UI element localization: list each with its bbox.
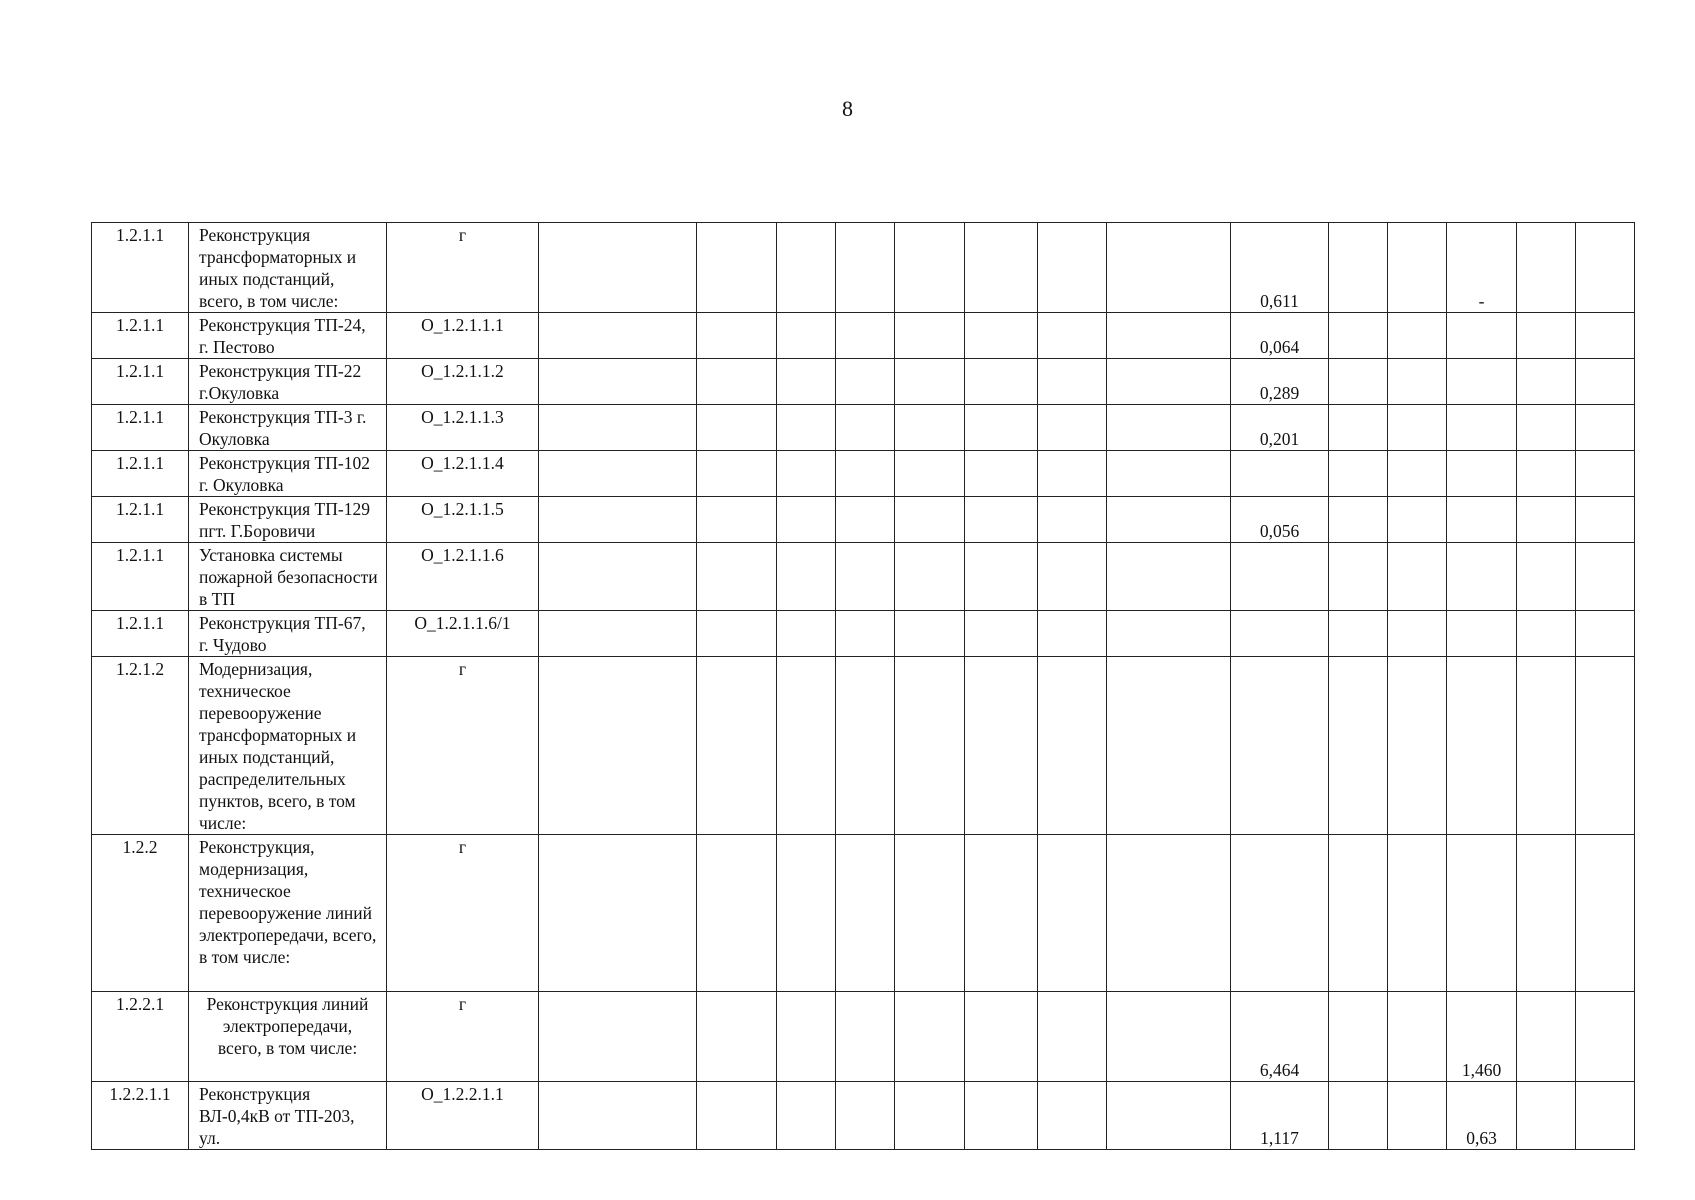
table-row <box>92 611 1635 657</box>
empty-cell <box>965 992 1038 1082</box>
value-cell-1 <box>1231 543 1329 611</box>
value-cell-2 <box>1447 359 1517 405</box>
empty-cell <box>539 405 697 451</box>
empty-cell <box>1517 992 1576 1082</box>
row-code-cell: O_1.2.1.1.1 <box>387 313 539 359</box>
empty-cell <box>777 992 836 1082</box>
empty-cell <box>965 1082 1038 1150</box>
empty-cell <box>1576 1082 1635 1150</box>
row-code-cell: O_1.2.1.1.2 <box>387 359 539 405</box>
table-row <box>92 835 1635 992</box>
empty-cell <box>777 359 836 405</box>
row-code-cell: O_1.2.1.1.4 <box>387 451 539 497</box>
empty-cell <box>777 497 836 543</box>
value-cell-2 <box>1447 497 1517 543</box>
empty-cell <box>895 657 965 835</box>
empty-cell <box>539 359 697 405</box>
empty-cell <box>1107 1082 1231 1150</box>
value-cell-2: 1,460 <box>1447 992 1517 1082</box>
row-number-cell: 1.2.1.1 <box>92 405 189 451</box>
empty-cell <box>1576 543 1635 611</box>
empty-cell <box>895 1082 965 1150</box>
empty-cell <box>836 657 895 835</box>
empty-cell <box>895 835 965 992</box>
empty-cell <box>1107 657 1231 835</box>
empty-cell <box>1517 543 1576 611</box>
empty-cell <box>1329 359 1388 405</box>
empty-cell <box>1576 223 1635 313</box>
empty-cell <box>965 835 1038 992</box>
row-number-cell: 1.2.1.1 <box>92 313 189 359</box>
empty-cell <box>1107 992 1231 1082</box>
empty-cell <box>836 359 895 405</box>
empty-cell <box>1576 451 1635 497</box>
page-number: 8 <box>842 96 853 121</box>
empty-cell <box>1107 405 1231 451</box>
row-name-cell: Реконструкция ТП-102 г. Окуловка <box>189 451 387 497</box>
empty-cell <box>965 497 1038 543</box>
empty-cell <box>539 451 697 497</box>
empty-cell <box>836 451 895 497</box>
empty-cell <box>1107 313 1231 359</box>
empty-cell <box>895 451 965 497</box>
empty-cell <box>1388 497 1447 543</box>
empty-cell <box>965 451 1038 497</box>
empty-cell <box>836 313 895 359</box>
table-row <box>92 543 1635 611</box>
empty-cell <box>1576 405 1635 451</box>
row-number-cell: 1.2.2.1 <box>92 992 189 1082</box>
empty-cell <box>697 223 777 313</box>
value-cell-2 <box>1447 835 1517 992</box>
empty-cell <box>539 543 697 611</box>
table-row <box>92 992 1635 1082</box>
row-code-cell: г <box>387 992 539 1082</box>
empty-cell <box>1388 359 1447 405</box>
empty-cell <box>836 835 895 992</box>
empty-cell <box>895 405 965 451</box>
row-name-cell: Реконструкция ТП-24, г. Пестово <box>189 313 387 359</box>
empty-cell <box>1329 1082 1388 1150</box>
table-row <box>92 405 1635 451</box>
row-name-cell: Реконструкция ТП-129 пгт. Г.Боровичи <box>189 497 387 543</box>
empty-cell <box>895 611 965 657</box>
empty-cell <box>1038 1082 1107 1150</box>
row-name-cell: Реконструкция ТП-67, г. Чудово <box>189 611 387 657</box>
row-number-cell: 1.2.2 <box>92 835 189 992</box>
empty-cell <box>836 543 895 611</box>
empty-cell <box>697 835 777 992</box>
empty-cell <box>1038 611 1107 657</box>
empty-cell <box>1388 451 1447 497</box>
value-cell-2 <box>1447 543 1517 611</box>
row-number-cell: 1.2.1.1 <box>92 223 189 313</box>
empty-cell <box>836 223 895 313</box>
empty-cell <box>539 835 697 992</box>
table-row <box>92 497 1635 543</box>
value-cell-2 <box>1447 451 1517 497</box>
empty-cell <box>895 497 965 543</box>
value-cell-1: 0,201 <box>1231 405 1329 451</box>
empty-cell <box>539 611 697 657</box>
empty-cell <box>539 657 697 835</box>
empty-cell <box>777 1082 836 1150</box>
empty-cell <box>895 359 965 405</box>
value-cell-1: 0,056 <box>1231 497 1329 543</box>
table-row <box>92 359 1635 405</box>
row-code-cell: г <box>387 223 539 313</box>
empty-cell <box>1038 451 1107 497</box>
empty-cell <box>1388 1082 1447 1150</box>
empty-cell <box>1517 497 1576 543</box>
empty-cell <box>1107 835 1231 992</box>
empty-cell <box>1329 611 1388 657</box>
empty-cell <box>777 611 836 657</box>
empty-cell <box>1329 657 1388 835</box>
row-number-cell: 1.2.1.1 <box>92 543 189 611</box>
empty-cell <box>697 313 777 359</box>
row-number-cell: 1.2.1.1 <box>92 451 189 497</box>
empty-cell <box>1517 835 1576 992</box>
value-cell-2 <box>1447 657 1517 835</box>
empty-cell <box>539 313 697 359</box>
empty-cell <box>965 657 1038 835</box>
empty-cell <box>1576 835 1635 992</box>
empty-cell <box>1038 657 1107 835</box>
value-cell-1: 6,464 <box>1231 992 1329 1082</box>
empty-cell <box>1388 835 1447 992</box>
empty-cell <box>895 313 965 359</box>
empty-cell <box>965 611 1038 657</box>
value-cell-1: 1,117 <box>1231 1082 1329 1150</box>
empty-cell <box>1517 657 1576 835</box>
empty-cell <box>1038 835 1107 992</box>
empty-cell <box>539 992 697 1082</box>
table-row <box>92 223 1635 313</box>
empty-cell <box>1517 223 1576 313</box>
row-code-cell: O_1.2.2.1.1 <box>387 1082 539 1150</box>
empty-cell <box>1038 313 1107 359</box>
row-code-cell: г <box>387 835 539 992</box>
empty-cell <box>697 657 777 835</box>
value-cell-1 <box>1231 835 1329 992</box>
value-cell-2: 0,63 <box>1447 1082 1517 1150</box>
empty-cell <box>1329 223 1388 313</box>
value-cell-2 <box>1447 405 1517 451</box>
empty-cell <box>1576 313 1635 359</box>
empty-cell <box>1038 497 1107 543</box>
value-cell-1 <box>1231 657 1329 835</box>
empty-cell <box>965 405 1038 451</box>
empty-cell <box>777 405 836 451</box>
row-name-cell: Модернизация, техническое перевооружение трансформаторных и иных подстанций, распределительных пунктов, всего, в том числе: <box>189 657 387 835</box>
value-cell-1 <box>1231 611 1329 657</box>
empty-cell <box>965 359 1038 405</box>
empty-cell <box>1576 359 1635 405</box>
empty-cell <box>965 313 1038 359</box>
value-cell-1: 0,064 <box>1231 313 1329 359</box>
empty-cell <box>1038 543 1107 611</box>
empty-cell <box>965 223 1038 313</box>
empty-cell <box>965 543 1038 611</box>
row-name-cell: Установка системы пожарной безопасности в ТП <box>189 543 387 611</box>
empty-cell <box>895 543 965 611</box>
empty-cell <box>777 313 836 359</box>
empty-cell <box>1107 543 1231 611</box>
empty-cell <box>539 223 697 313</box>
empty-cell <box>1576 992 1635 1082</box>
empty-cell <box>1107 451 1231 497</box>
empty-cell <box>1329 992 1388 1082</box>
row-code-cell: O_1.2.1.1.3 <box>387 405 539 451</box>
empty-cell <box>1038 992 1107 1082</box>
row-name-cell: Реконструкция трансформаторных и иных подстанций, всего, в том числе: <box>189 223 387 313</box>
row-code-cell: O_1.2.1.1.5 <box>387 497 539 543</box>
empty-cell <box>539 1082 697 1150</box>
empty-cell <box>1038 223 1107 313</box>
empty-cell <box>1517 611 1576 657</box>
empty-cell <box>1329 497 1388 543</box>
empty-cell <box>1329 451 1388 497</box>
table-row <box>92 313 1635 359</box>
value-cell-1 <box>1231 451 1329 497</box>
table-row <box>92 657 1635 835</box>
empty-cell <box>697 451 777 497</box>
empty-cell <box>836 992 895 1082</box>
value-cell-2 <box>1447 611 1517 657</box>
row-number-cell: 1.2.1.2 <box>92 657 189 835</box>
row-number-cell: 1.2.1.1 <box>92 611 189 657</box>
row-number-cell: 1.2.1.1 <box>92 497 189 543</box>
row-name-cell: Реконструкция ВЛ-0,4кВ от ТП-203, ул. <box>189 1082 387 1150</box>
row-number-cell: 1.2.2.1.1 <box>92 1082 189 1150</box>
empty-cell <box>697 992 777 1082</box>
empty-cell <box>1388 543 1447 611</box>
value-cell-1: 0,611 <box>1231 223 1329 313</box>
empty-cell <box>1388 657 1447 835</box>
empty-cell <box>1388 405 1447 451</box>
row-name-cell: Реконструкция ТП-22 г.Окуловка <box>189 359 387 405</box>
table-row <box>92 1082 1635 1150</box>
empty-cell <box>1517 405 1576 451</box>
empty-cell <box>1576 497 1635 543</box>
investment-table <box>91 222 1635 1150</box>
empty-cell <box>697 611 777 657</box>
empty-cell <box>1329 835 1388 992</box>
row-name-cell: Реконструкция ТП-3 г. Окуловка <box>189 405 387 451</box>
row-number-cell: 1.2.1.1 <box>92 359 189 405</box>
empty-cell <box>1038 359 1107 405</box>
empty-cell <box>697 543 777 611</box>
empty-cell <box>777 451 836 497</box>
empty-cell <box>697 497 777 543</box>
empty-cell <box>836 1082 895 1150</box>
empty-cell <box>539 497 697 543</box>
empty-cell <box>1388 611 1447 657</box>
empty-cell <box>1388 992 1447 1082</box>
empty-cell <box>1517 313 1576 359</box>
empty-cell <box>1388 313 1447 359</box>
empty-cell <box>1107 497 1231 543</box>
empty-cell <box>836 611 895 657</box>
row-name-cell: Реконструкция, модернизация, техническое перевооружение линий электропередачи, всего, в том числе: <box>189 835 387 992</box>
row-code-cell: г <box>387 657 539 835</box>
empty-cell <box>836 497 895 543</box>
empty-cell <box>1329 543 1388 611</box>
empty-cell <box>1107 359 1231 405</box>
value-cell-2: - <box>1447 223 1517 313</box>
empty-cell <box>1329 405 1388 451</box>
empty-cell <box>697 405 777 451</box>
table-row <box>92 451 1635 497</box>
empty-cell <box>836 405 895 451</box>
empty-cell <box>1038 405 1107 451</box>
empty-cell <box>1517 451 1576 497</box>
value-cell-2 <box>1447 313 1517 359</box>
empty-cell <box>777 835 836 992</box>
row-name-cell: Реконструкция линий электропередачи, всего, в том числе: <box>189 992 387 1082</box>
empty-cell <box>1329 313 1388 359</box>
empty-cell <box>697 359 777 405</box>
value-cell-1: 0,289 <box>1231 359 1329 405</box>
empty-cell <box>777 543 836 611</box>
empty-cell <box>1517 1082 1576 1150</box>
empty-cell <box>697 1082 777 1150</box>
row-code-cell: O_1.2.1.1.6/1 <box>387 611 539 657</box>
empty-cell <box>895 992 965 1082</box>
empty-cell <box>1576 611 1635 657</box>
empty-cell <box>777 223 836 313</box>
empty-cell <box>777 657 836 835</box>
empty-cell <box>1517 359 1576 405</box>
empty-cell <box>895 223 965 313</box>
row-code-cell: O_1.2.1.1.6 <box>387 543 539 611</box>
empty-cell <box>1107 223 1231 313</box>
empty-cell <box>1576 657 1635 835</box>
empty-cell <box>1388 223 1447 313</box>
empty-cell <box>1107 611 1231 657</box>
